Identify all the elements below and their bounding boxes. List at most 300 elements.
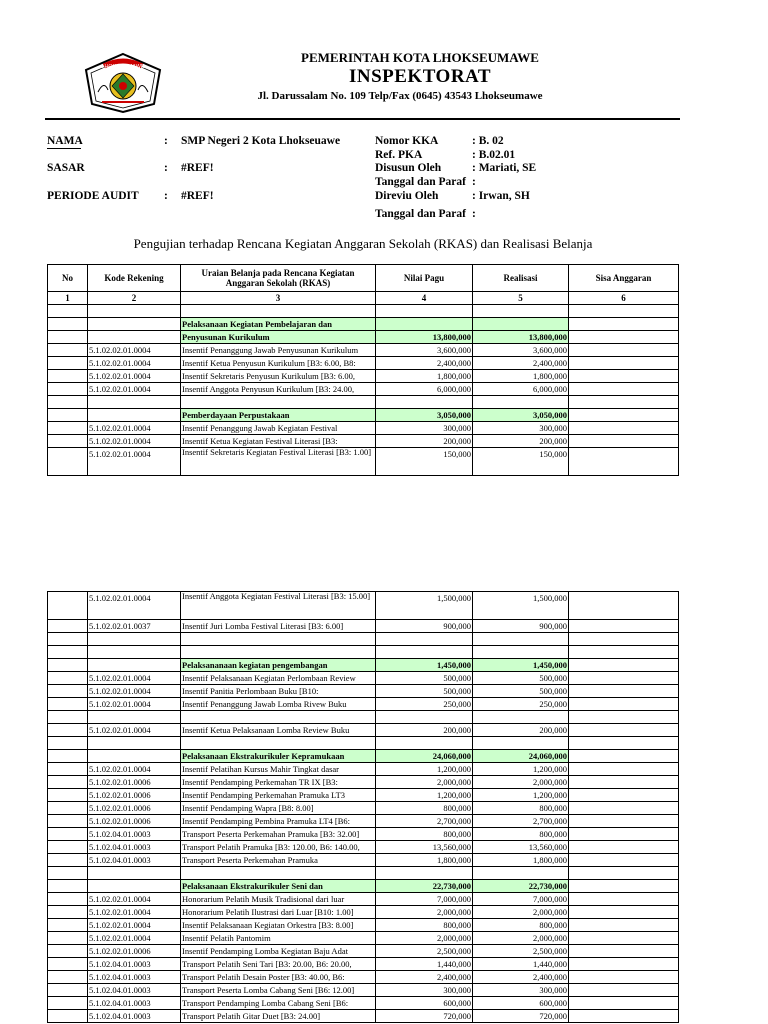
cell-pagu (376, 305, 473, 318)
header-line-2: INSPEKTORAT (348, 66, 492, 87)
cell-realisasi: 200,000 (473, 435, 569, 448)
nama-value: SMP Negeri 2 Kota Lhokseuawe (181, 135, 341, 147)
cell-pagu: 500,000 (376, 685, 473, 698)
cell-pagu: 200,000 (376, 724, 473, 737)
cell-uraian: Insentif Pendamping Perkemahan TR IX [B3: (181, 776, 376, 789)
cell-no (48, 331, 88, 344)
col-header-no: No (48, 265, 88, 292)
cell-no (48, 841, 88, 854)
cell-uraian: Insentif Pendamping Lomba Kegiatan Baju Adat (181, 945, 376, 958)
cell-no (48, 984, 88, 997)
cell-pagu: 150,000 (376, 448, 473, 476)
cell-uraian: Insentif Penanggung Jawab Lomba Rivew Buku (181, 698, 376, 711)
table-row (48, 305, 679, 318)
table-row (48, 435, 679, 448)
cell-kode: 5.1.02.02.01.0004 (88, 919, 181, 932)
table-row (48, 620, 679, 633)
cell-uraian: Pelaksanaan Kegiatan Pembelajaran dan (181, 318, 376, 331)
cell-kode: 5.1.02.02.01.0037 (88, 620, 181, 633)
table-row (48, 370, 679, 383)
cell-pagu: 900,000 (376, 620, 473, 633)
cell-realisasi: 200,000 (473, 724, 569, 737)
table-row (48, 409, 679, 422)
table-row (48, 659, 679, 672)
cell-kode (88, 737, 181, 750)
cell-realisasi: 1,200,000 (473, 763, 569, 776)
table-row (48, 984, 679, 997)
cell-sisa (569, 854, 679, 867)
cell-realisasi: 2,400,000 (473, 357, 569, 370)
table-row (48, 672, 679, 685)
table-row (48, 685, 679, 698)
cell-realisasi: 3,600,000 (473, 344, 569, 357)
cell-sisa (569, 893, 679, 906)
table-row (48, 357, 679, 370)
periode-colon: : (164, 190, 168, 202)
cell-uraian: Transport Pelatih Seni Tari [B3: 20.00, B6: 20.00, (181, 958, 376, 971)
cell-realisasi: 150,000 (473, 448, 569, 476)
cell-pagu: 500,000 (376, 672, 473, 685)
cell-no (48, 854, 88, 867)
cell-sisa (569, 724, 679, 737)
cell-no (48, 893, 88, 906)
cell-kode: 5.1.02.02.01.0004 (88, 383, 181, 396)
cell-kode (88, 646, 181, 659)
cell-sisa (569, 305, 679, 318)
cell-kode (88, 867, 181, 880)
cell-realisasi (473, 305, 569, 318)
cell-pagu: 300,000 (376, 422, 473, 435)
table-row (48, 932, 679, 945)
col-header-pagu: Nilai Pagu (376, 265, 473, 292)
cell-kode (88, 659, 181, 672)
cell-uraian: Transport Pelatih Pramuka [B3: 120.00, B6: 140.00, (181, 841, 376, 854)
cell-realisasi (473, 318, 569, 331)
cell-sisa (569, 737, 679, 750)
cell-pagu: 7,000,000 (376, 893, 473, 906)
table-row (48, 592, 679, 620)
cell-sisa (569, 997, 679, 1010)
cell-pagu: 720,000 (376, 1010, 473, 1023)
cell-uraian: Pelaksanaan Ekstrakurikuler Seni dan (181, 880, 376, 893)
cell-pagu: 2,400,000 (376, 971, 473, 984)
tanggal-paraf-2-label: Tanggal dan Paraf (375, 208, 466, 220)
cell-sisa (569, 1010, 679, 1023)
cell-pagu: 1,800,000 (376, 370, 473, 383)
cell-pagu: 800,000 (376, 919, 473, 932)
cell-no (48, 659, 88, 672)
cell-pagu: 300,000 (376, 984, 473, 997)
cell-no (48, 633, 88, 646)
cell-no (48, 802, 88, 815)
ref-pka-label: Ref. PKA (375, 149, 423, 161)
table-row (48, 724, 679, 737)
cell-kode: 5.1.02.02.01.0006 (88, 789, 181, 802)
cell-sisa (569, 448, 679, 476)
cell-sisa (569, 685, 679, 698)
cell-no (48, 305, 88, 318)
cell-no (48, 620, 88, 633)
cell-kode: 5.1.02.02.01.0006 (88, 776, 181, 789)
col-number-4: 4 (376, 292, 473, 305)
cell-sisa (569, 698, 679, 711)
cell-realisasi: 3,050,000 (473, 409, 569, 422)
cell-no (48, 724, 88, 737)
cell-kode: 5.1.02.04.01.0003 (88, 854, 181, 867)
cell-pagu (376, 711, 473, 724)
cell-kode (88, 318, 181, 331)
disusun-label: Disusun Oleh (375, 162, 442, 174)
cell-realisasi: 2,000,000 (473, 776, 569, 789)
cell-realisasi: 13,560,000 (473, 841, 569, 854)
cell-kode: 5.1.02.02.01.0004 (88, 592, 181, 620)
cell-no (48, 958, 88, 971)
cell-uraian (181, 396, 376, 409)
cell-pagu: 24,060,000 (376, 750, 473, 763)
cell-realisasi: 500,000 (473, 685, 569, 698)
cell-kode: 5.1.02.04.01.0003 (88, 997, 181, 1010)
cell-pagu: 1,800,000 (376, 854, 473, 867)
cell-uraian: Transport Pelatih Desain Poster [B3: 40.00, B6: (181, 971, 376, 984)
cell-sisa (569, 776, 679, 789)
ref-pka-value: : B.02.01 (472, 149, 516, 161)
cell-no (48, 646, 88, 659)
cell-uraian (181, 711, 376, 724)
cell-sisa (569, 422, 679, 435)
table-row (48, 815, 679, 828)
nama-colon: : (164, 135, 168, 147)
cell-uraian: Insentif Penanggung Jawab Penyusunan Kurikulum (181, 344, 376, 357)
cell-pagu: 22,730,000 (376, 880, 473, 893)
table-row (48, 854, 679, 867)
cell-kode: 5.1.02.02.01.0004 (88, 357, 181, 370)
cell-uraian (181, 305, 376, 318)
cell-no (48, 880, 88, 893)
table-row (48, 841, 679, 854)
cell-no (48, 815, 88, 828)
table-row (48, 448, 679, 476)
header-line-1: PEMERINTAH KOTA LHOKSEUMAWE (301, 50, 539, 65)
cell-uraian: Insentif Ketua Kegiatan Festival Literasi [B3: (181, 435, 376, 448)
cell-no (48, 828, 88, 841)
cell-realisasi: 1,450,000 (473, 659, 569, 672)
table-row (48, 997, 679, 1010)
cell-sisa (569, 867, 679, 880)
cell-pagu: 2,000,000 (376, 776, 473, 789)
table-row (48, 737, 679, 750)
cell-realisasi (473, 646, 569, 659)
cell-pagu: 3,050,000 (376, 409, 473, 422)
cell-kode: 5.1.02.02.01.0004 (88, 763, 181, 776)
cell-kode: 5.1.02.04.01.0003 (88, 958, 181, 971)
cell-sisa (569, 633, 679, 646)
cell-uraian: Honorarium Pelatih Ilustrasi dari Luar [B10: 1.00] (181, 906, 376, 919)
rkas-table-part-1 (47, 264, 679, 476)
cell-pagu: 600,000 (376, 997, 473, 1010)
cell-kode: 5.1.02.02.01.0004 (88, 698, 181, 711)
cell-pagu (376, 633, 473, 646)
cell-pagu: 800,000 (376, 828, 473, 841)
cell-kode: 5.1.02.04.01.0003 (88, 841, 181, 854)
direviu-value: : Irwan, SH (472, 190, 530, 202)
cell-no (48, 396, 88, 409)
cell-sisa (569, 880, 679, 893)
cell-realisasi: 1,500,000 (473, 592, 569, 620)
table-row (48, 919, 679, 932)
table-row (48, 383, 679, 396)
cell-kode (88, 409, 181, 422)
cell-uraian: Insentif Penanggung Jawab Kegiatan Festival (181, 422, 376, 435)
sasar-value: #REF! (181, 162, 214, 174)
cell-uraian: Transport Peserta Perkemahan Pramuka [B3: 32.00] (181, 828, 376, 841)
cell-sisa (569, 331, 679, 344)
cell-kode: 5.1.02.02.01.0004 (88, 932, 181, 945)
table-row (48, 945, 679, 958)
header-divider (45, 118, 680, 120)
cell-realisasi: 500,000 (473, 672, 569, 685)
cell-uraian: Pelaksanaan Ekstrakurikuler Kepramukaan (181, 750, 376, 763)
cell-realisasi (473, 396, 569, 409)
header-address: Jl. Darussalam No. 109 Telp/Fax (0645) 43543 Lhokseumawe (257, 90, 543, 102)
cell-pagu (376, 737, 473, 750)
cell-uraian: Transport Peserta Lomba Cabang Seni [B6: 12.00] (181, 984, 376, 997)
cell-kode: 5.1.02.02.01.0004 (88, 344, 181, 357)
cell-sisa (569, 919, 679, 932)
table-row (48, 344, 679, 357)
cell-no (48, 906, 88, 919)
cell-no (48, 932, 88, 945)
col-header-kode: Kode Rekening (88, 265, 181, 292)
col-number-5: 5 (473, 292, 569, 305)
cell-pagu (376, 396, 473, 409)
tanggal-paraf-1-value: : (472, 176, 476, 188)
cell-pagu (376, 646, 473, 659)
cell-sisa (569, 750, 679, 763)
cell-uraian: Insentif Sekretaris Kegiatan Festival Literasi [B3: 1.00] (181, 448, 376, 476)
table-row (48, 802, 679, 815)
table-row (48, 893, 679, 906)
cell-kode: 5.1.02.02.01.0004 (88, 435, 181, 448)
cell-pagu: 6,000,000 (376, 383, 473, 396)
cell-pagu: 2,000,000 (376, 932, 473, 945)
table-row (48, 906, 679, 919)
cell-pagu: 1,500,000 (376, 592, 473, 620)
cell-uraian: Insentif Panitia Perlombaan Buku [B10: (181, 685, 376, 698)
cell-sisa (569, 370, 679, 383)
table-row (48, 633, 679, 646)
cell-kode: 5.1.02.02.01.0006 (88, 802, 181, 815)
cell-kode: 5.1.02.04.01.0003 (88, 828, 181, 841)
cell-sisa (569, 815, 679, 828)
cell-pagu: 800,000 (376, 802, 473, 815)
cell-uraian: Transport Peserta Perkemahan Pramuka (181, 854, 376, 867)
cell-kode (88, 633, 181, 646)
cell-uraian: Insentif Pelaksanaan Kegiatan Orkestra [B3: 8.00] (181, 919, 376, 932)
cell-sisa (569, 357, 679, 370)
col-number-3: 3 (181, 292, 376, 305)
cell-sisa (569, 592, 679, 620)
cell-no (48, 357, 88, 370)
cell-sisa (569, 646, 679, 659)
cell-uraian: Penyusunan Kurikulum (181, 331, 376, 344)
cell-uraian: Pemberdayaan Perpustakaan (181, 409, 376, 422)
cell-realisasi: 1,800,000 (473, 854, 569, 867)
cell-pagu: 2,400,000 (376, 357, 473, 370)
cell-no (48, 1010, 88, 1023)
cell-uraian: Transport Pelatih Gitar Duet [B3: 24.00] (181, 1010, 376, 1023)
table-row (48, 776, 679, 789)
cell-uraian: Insentif Pendamping Perkemahan Pramuka LT3 (181, 789, 376, 802)
cell-no (48, 685, 88, 698)
cell-no (48, 919, 88, 932)
cell-realisasi: 800,000 (473, 828, 569, 841)
cell-sisa (569, 383, 679, 396)
cell-sisa (569, 802, 679, 815)
cell-uraian: Insentif Anggota Kegiatan Festival Literasi [B3: 15.00] (181, 592, 376, 620)
table-row (48, 698, 679, 711)
cell-sisa (569, 409, 679, 422)
cell-no (48, 318, 88, 331)
periode-value: #REF! (181, 190, 214, 202)
cell-kode: 5.1.02.02.01.0004 (88, 906, 181, 919)
cell-kode: 5.1.02.02.01.0004 (88, 672, 181, 685)
cell-kode: 5.1.02.02.01.0004 (88, 422, 181, 435)
cell-uraian: Honorarium Pelatih Musik Tradisional dari luar (181, 893, 376, 906)
cell-uraian (181, 737, 376, 750)
col-header-uraian: Uraian Belanja pada Rencana Kegiatan Anggaran Sekolah (RKAS) (181, 265, 376, 292)
col-number-1: 1 (48, 292, 88, 305)
cell-sisa (569, 958, 679, 971)
cell-no (48, 997, 88, 1010)
cell-sisa (569, 932, 679, 945)
table-row (48, 646, 679, 659)
cell-no (48, 737, 88, 750)
cell-pagu: 3,600,000 (376, 344, 473, 357)
nomor-kka-label: Nomor KKA (375, 135, 439, 147)
nama-underline (47, 148, 81, 149)
cell-no (48, 971, 88, 984)
cell-kode: 5.1.02.02.01.0004 (88, 685, 181, 698)
cell-sisa (569, 711, 679, 724)
cell-pagu: 250,000 (376, 698, 473, 711)
cell-no (48, 867, 88, 880)
cell-sisa (569, 945, 679, 958)
cell-kode: 5.1.02.04.01.0003 (88, 971, 181, 984)
cell-uraian: Insentif Pelatih Pantomim (181, 932, 376, 945)
cell-realisasi: 2,500,000 (473, 945, 569, 958)
cell-kode: 5.1.02.02.01.0004 (88, 893, 181, 906)
table-row (48, 958, 679, 971)
cell-uraian: Insentif Ketua Penyusun Kurikulum [B3: 6.00, B8: (181, 357, 376, 370)
cell-pagu: 200,000 (376, 435, 473, 448)
cell-realisasi: 13,800,000 (473, 331, 569, 344)
cell-realisasi: 250,000 (473, 698, 569, 711)
cell-sisa (569, 789, 679, 802)
cell-realisasi: 22,730,000 (473, 880, 569, 893)
disusun-value: : Mariati, SE (472, 162, 537, 174)
table-row (48, 1010, 679, 1023)
cell-sisa (569, 828, 679, 841)
cell-realisasi: 6,000,000 (473, 383, 569, 396)
cell-sisa (569, 841, 679, 854)
cell-realisasi: 24,060,000 (473, 750, 569, 763)
cell-kode (88, 305, 181, 318)
table-row (48, 750, 679, 763)
cell-uraian: Insentif Sekretaris Penyusun Kurikulum [B3: 6.00, (181, 370, 376, 383)
cell-sisa (569, 620, 679, 633)
cell-realisasi (473, 633, 569, 646)
cell-kode: 5.1.02.02.01.0004 (88, 448, 181, 476)
table-row (48, 396, 679, 409)
tanggal-paraf-2-value: : (472, 208, 476, 220)
table-row (48, 331, 679, 344)
cell-kode: 5.1.02.02.01.0006 (88, 815, 181, 828)
direviu-label: Direviu Oleh (375, 190, 439, 202)
cell-sisa (569, 672, 679, 685)
cell-kode: 5.1.02.04.01.0003 (88, 984, 181, 997)
cell-realisasi: 2,400,000 (473, 971, 569, 984)
cell-sisa (569, 659, 679, 672)
cell-uraian: Pelaksananaan kegiatan pengembangan (181, 659, 376, 672)
rkas-table-part-2 (47, 591, 679, 1023)
sasar-colon: : (164, 162, 168, 174)
col-number-2: 2 (88, 292, 181, 305)
cell-pagu (376, 318, 473, 331)
cell-realisasi: 720,000 (473, 1010, 569, 1023)
cell-uraian (181, 646, 376, 659)
cell-sisa (569, 318, 679, 331)
cell-kode: 5.1.02.02.01.0006 (88, 945, 181, 958)
cell-pagu: 2,700,000 (376, 815, 473, 828)
cell-pagu: 1,450,000 (376, 659, 473, 672)
cell-no (48, 789, 88, 802)
cell-no (48, 435, 88, 448)
cell-uraian: Insentif Ketua Pelaksanaan Lomba Review Buku (181, 724, 376, 737)
cell-sisa (569, 971, 679, 984)
cell-uraian: Insentif Pendamping Wapra [B8: 8.00] (181, 802, 376, 815)
cell-kode (88, 331, 181, 344)
cell-no (48, 945, 88, 958)
cell-no (48, 672, 88, 685)
cell-realisasi: 800,000 (473, 919, 569, 932)
cell-realisasi: 600,000 (473, 997, 569, 1010)
cell-no (48, 711, 88, 724)
cell-realisasi: 1,800,000 (473, 370, 569, 383)
cell-realisasi: 1,200,000 (473, 789, 569, 802)
periode-label: PERIODE AUDIT (47, 190, 139, 202)
cell-pagu: 1,200,000 (376, 789, 473, 802)
cell-no (48, 750, 88, 763)
cell-kode (88, 711, 181, 724)
cell-pagu: 1,200,000 (376, 763, 473, 776)
cell-no (48, 592, 88, 620)
cell-realisasi: 2,000,000 (473, 932, 569, 945)
cell-sisa (569, 906, 679, 919)
cell-pagu (376, 867, 473, 880)
cell-realisasi: 300,000 (473, 984, 569, 997)
document-title: Pengujian terhadap Rencana Kegiatan Anggaran Sekolah (RKAS) dan Realisasi Belanja (133, 236, 593, 251)
cell-realisasi: 2,700,000 (473, 815, 569, 828)
cell-no (48, 383, 88, 396)
cell-realisasi: 1,440,000 (473, 958, 569, 971)
cell-no (48, 763, 88, 776)
col-header-sisa: Sisa Anggaran (569, 265, 679, 292)
cell-realisasi: 800,000 (473, 802, 569, 815)
table-row (48, 318, 679, 331)
cell-uraian: Insentif Pendamping Pembina Pramuka LT4 [B6: (181, 815, 376, 828)
cell-realisasi: 900,000 (473, 620, 569, 633)
cell-kode (88, 396, 181, 409)
